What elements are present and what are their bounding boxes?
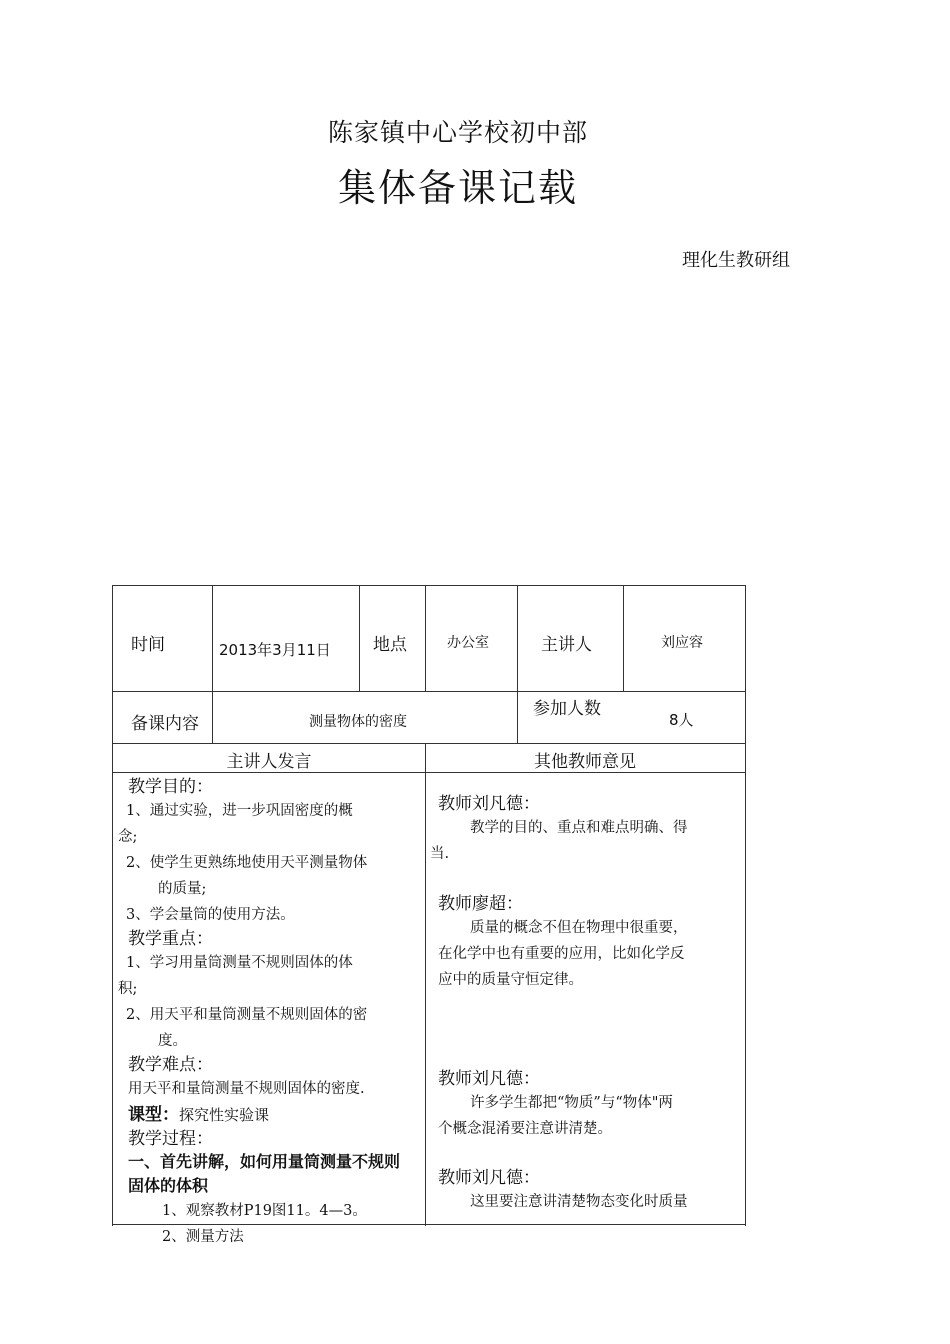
school-name: 陈家镇中心学校初中部 <box>327 118 588 147</box>
key-item-2: 2、用天平和量筒测量不规则固体的密 <box>126 1007 368 1023</box>
goal-heading: 教学目的： <box>128 777 213 797</box>
opinion-line: 这里要注意讲清楚物态变化时质量 <box>470 1194 688 1210</box>
step-1-heading: 一、首先讲解，如何用量筒测量不规则 <box>128 1152 401 1171</box>
step-1-heading-cont: 固体的体积 <box>128 1176 209 1195</box>
key-item-1: 1、学习用量筒测量不规则固体的体 <box>126 955 353 971</box>
opinion-block <box>430 893 740 993</box>
goal-item-2: 2、使学生更熟练地使用天平测量物体 <box>126 855 368 871</box>
opinions-column-header: 其他教师意见 <box>534 752 636 772</box>
lesson-type-label: 课型： <box>128 1105 179 1125</box>
opinion-block <box>430 793 740 867</box>
opinion-block <box>430 1167 740 1215</box>
document-title: 集体备课记载 <box>337 166 578 210</box>
place-label: 地点 <box>373 635 407 655</box>
key-item-2-cont: 度。 <box>158 1033 187 1049</box>
difficulty-heading: 教学难点： <box>128 1055 213 1075</box>
opinion-teacher: 教师刘凡德： <box>438 1168 540 1188</box>
key-item-1-cont: 积; <box>118 981 138 997</box>
time-value: 2013年3月11日 <box>219 641 331 659</box>
speaker-label: 主讲人 <box>541 635 592 655</box>
opinion-line: 质量的概念不但在物理中很重要， <box>470 920 688 936</box>
step-1-item-1: 1、观察教材P19图11。4—3。 <box>162 1203 367 1219</box>
difficulty-text: 用天平和量筒测量不规则固体的密度. <box>128 1081 365 1097</box>
speaker-notes <box>118 773 420 1245</box>
opinion-line: 应中的质量守恒定律。 <box>438 972 583 988</box>
attendees-value: 8人 <box>669 711 694 729</box>
speaker-value: 刘应容 <box>661 635 703 651</box>
opinion-line: 许多学生都把“物质”与“物体"两 <box>470 1095 673 1111</box>
key-heading: 教学重点： <box>128 929 213 949</box>
opinion-teacher: 教师刘凡德： <box>438 1069 540 1089</box>
goal-item-2-cont: 的质量; <box>158 881 207 897</box>
time-label: 时间 <box>131 635 165 655</box>
opinion-line: 教学的目的、重点和难点明确、得 <box>470 820 688 836</box>
goal-item-1: 1、通过实验，进一步巩固密度的概 <box>126 803 353 819</box>
goal-item-1-cont: 念; <box>118 829 138 845</box>
lesson-type <box>118 1102 420 1128</box>
opinion-line: 在化学中也有重要的应用，比如化学反 <box>438 946 685 962</box>
opinion-line: 当. <box>430 846 450 862</box>
opinion-teacher: 教师廖超： <box>438 894 523 914</box>
opinion-block <box>430 1068 740 1142</box>
content-label: 备课内容 <box>131 714 199 734</box>
opinion-teacher: 教师刘凡德： <box>438 794 540 814</box>
teaching-group: 理化生教研组 <box>682 250 790 271</box>
place-value: 办公室 <box>447 635 489 651</box>
opinion-line: 个概念混淆要注意讲清楚。 <box>438 1121 612 1137</box>
goal-item-3: 3、学会量筒的使用方法。 <box>126 907 295 923</box>
step-1-item-2: 2、测量方法 <box>162 1229 244 1245</box>
attendees-label: 参加人数 <box>533 699 601 719</box>
speaker-column-header: 主讲人发言 <box>226 752 312 772</box>
process-heading: 教学过程： <box>128 1129 213 1149</box>
other-opinions <box>430 773 740 1224</box>
content-value: 测量物体的密度 <box>309 714 407 730</box>
lesson-type-value: 探究性实验课 <box>179 1106 270 1124</box>
